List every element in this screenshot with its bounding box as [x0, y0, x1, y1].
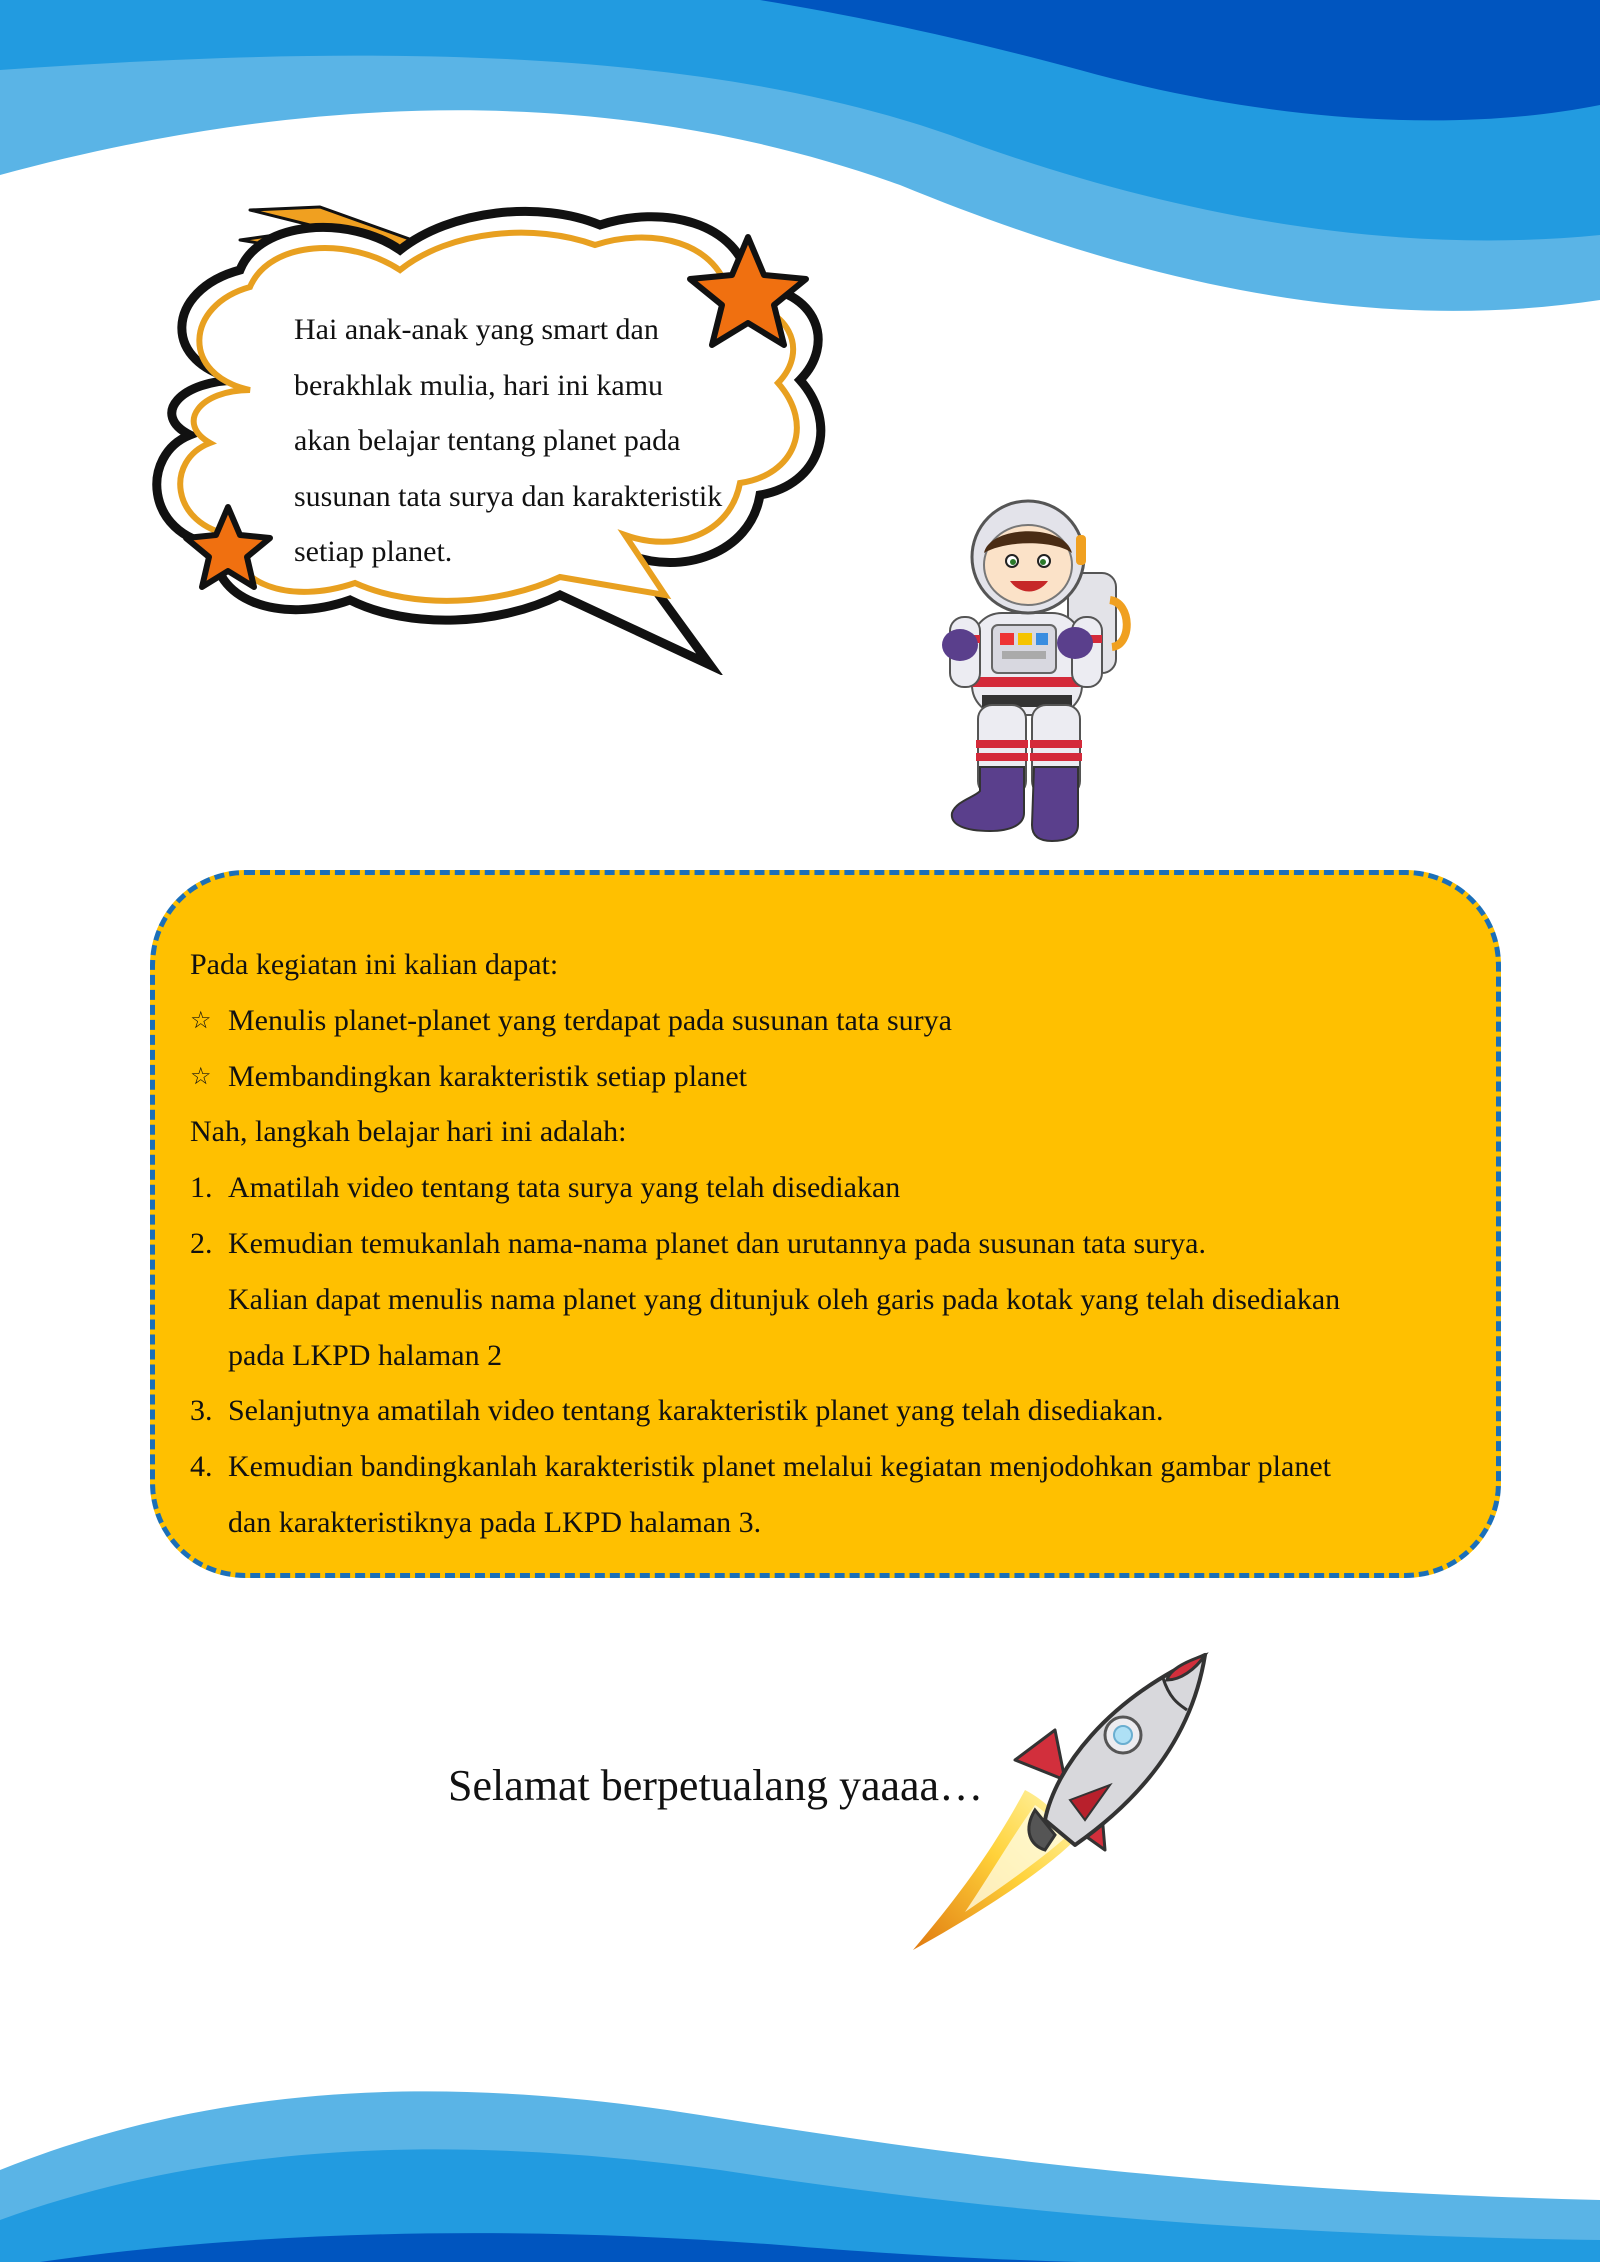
intro-message [294, 302, 774, 580]
step-text: Kemudian bandingkanlah karakteristik planet melalui kegiatan menjodohkan gambar planet [228, 1450, 1331, 1484]
intro-line: berakhlak mulia, hari ini kamu [294, 368, 664, 402]
objective-text: Membandingkan karakteristik setiap planet [228, 1059, 748, 1093]
intro-line: Hai anak-anak yang smart dan [294, 313, 659, 346]
astronaut-illustration [920, 495, 1140, 845]
step-text: Selanjutnya amatilah video tentang karakteristik planet yang telah disediakan. [228, 1394, 1164, 1428]
step-text: Kemudian temukanlah nama-nama planet dan urutannya pada susunan tata surya. [228, 1226, 1206, 1260]
step-item [190, 1216, 1490, 1272]
objective-text: Menulis planet-planet yang terdapat pada susunan tata surya [228, 1003, 952, 1037]
step-number: 4. [190, 1450, 213, 1484]
closing-message: Selamat berpetualang yaaaa… [448, 1761, 984, 1810]
step-number: 2. [190, 1226, 213, 1260]
step-text-continued: dan karakteristiknya pada LKPD halaman 3. [228, 1505, 762, 1539]
objective-item [190, 993, 1490, 1049]
steps-heading: Nah, langkah belajar hari ini adalah: [190, 1115, 627, 1149]
step-item [190, 1160, 1490, 1216]
step-text: Amatilah video tentang tata surya yang telah disediakan [228, 1171, 901, 1205]
star-bullet-icon: ☆ [190, 1061, 212, 1090]
intro-line: akan belajar tentang planet pada [294, 424, 681, 457]
intro-line: setiap planet. [294, 535, 453, 568]
step-number: 3. [190, 1394, 213, 1428]
learning-info-content [190, 937, 1490, 1551]
star-bullet-icon: ☆ [190, 1005, 212, 1034]
objective-item [190, 1049, 1490, 1105]
step-number: 1. [190, 1171, 213, 1205]
step-text-continued: pada LKPD halaman 2 [228, 1338, 503, 1372]
step-item [190, 1383, 1490, 1439]
intro-line: susunan tata surya dan karakteristik [294, 479, 723, 513]
objectives-heading: Pada kegiatan ini kalian dapat: [190, 948, 559, 981]
rocket-illustration [905, 1650, 1215, 1960]
bottom-wave-decoration [0, 2050, 1600, 2262]
step-text-continued: Kalian dapat menulis nama planet yang ditunjuk oleh garis pada kotak yang telah disediakan [228, 1282, 1341, 1316]
step-item [190, 1439, 1490, 1495]
